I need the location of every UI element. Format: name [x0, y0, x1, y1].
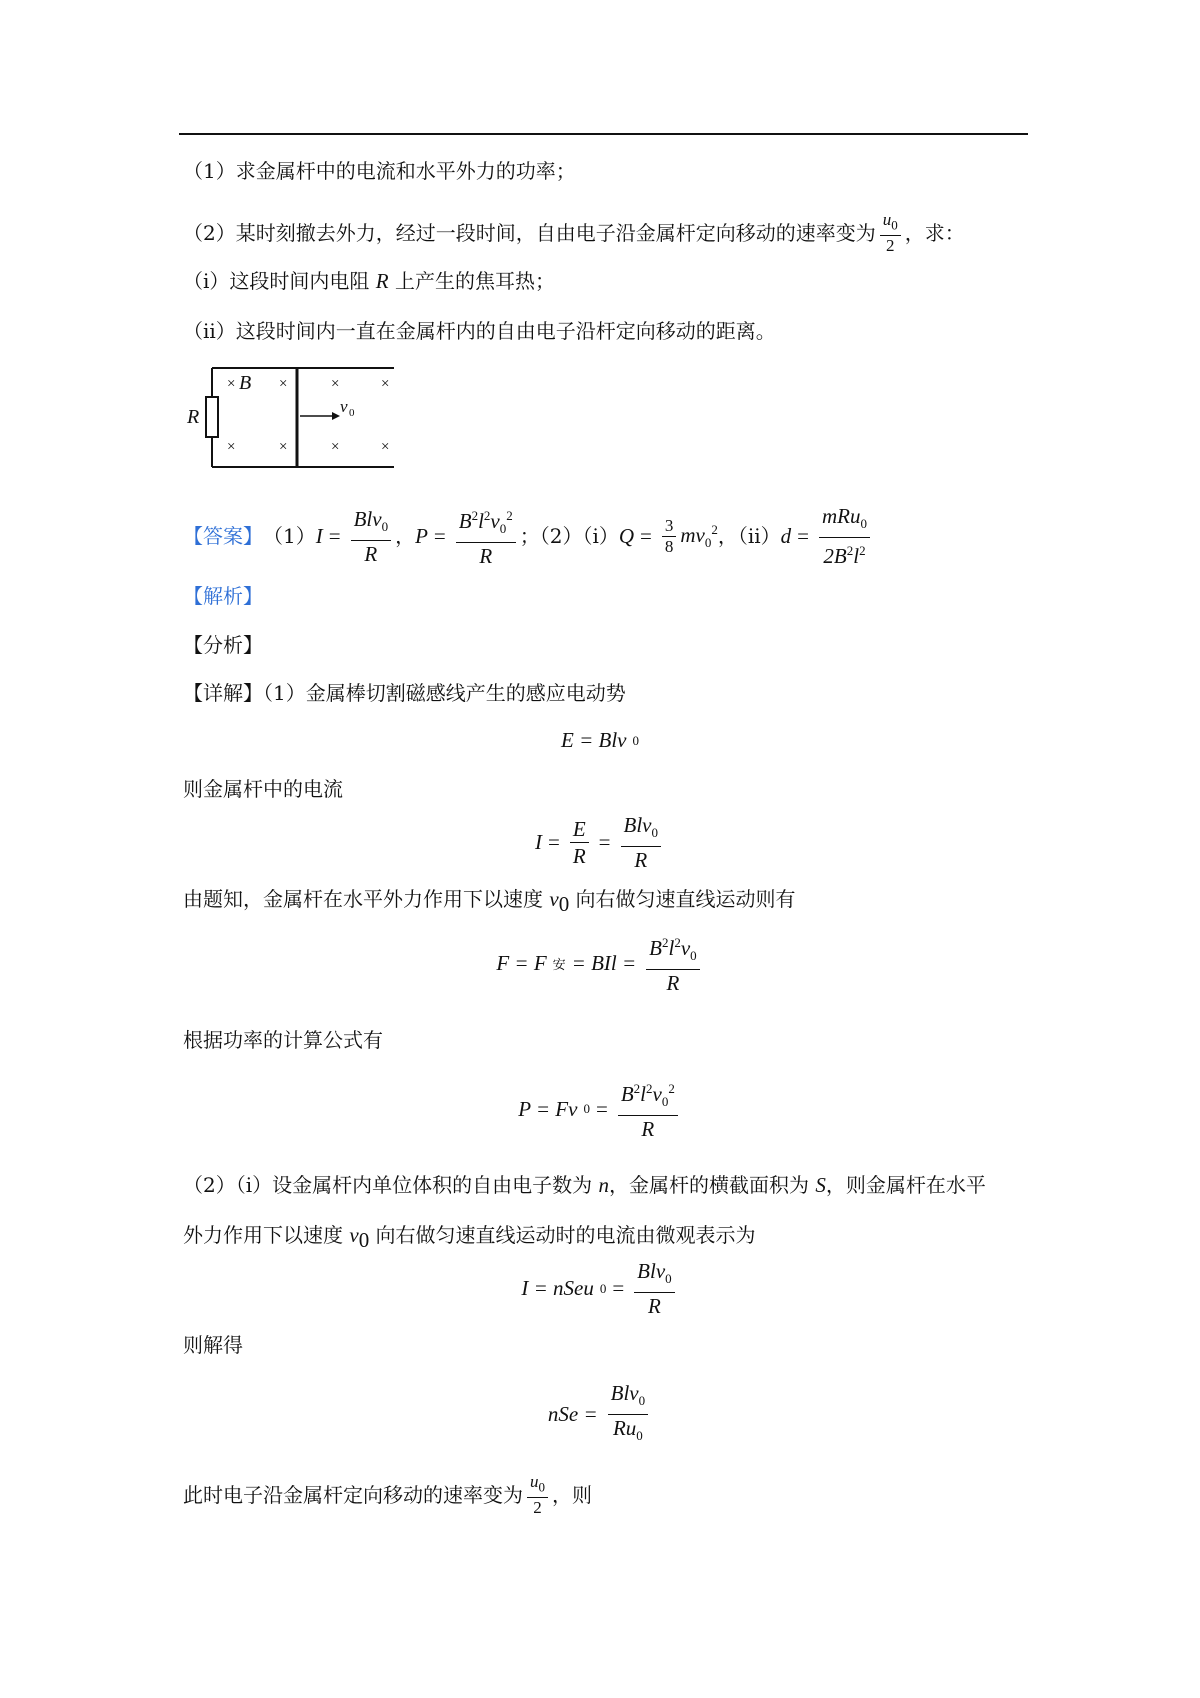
detail-line-4: 根据功率的计算公式有: [183, 1028, 383, 1052]
eq-E: E = Blv 0: [561, 728, 639, 752]
answer-tag: 【答案】: [183, 524, 263, 549]
cross-mark: ×: [279, 439, 288, 455]
fenxi-tag: 【分析】: [183, 633, 263, 657]
detail-line-6: 外力作用下以速度 $v_0$ 向右做匀速直线运动时的电流由微观表示为: [183, 1223, 756, 1252]
cross-mark: ×: [381, 439, 390, 455]
d-fraction: $\frac{mRu_0}{2B^2l^2}$: [819, 503, 870, 569]
eq-I: I = $\frac{E}{R}$ = $\frac{Blv_0}{R}$: [0, 812, 1200, 873]
cross-mark: ×: [227, 439, 236, 455]
I-fraction: $\frac{Blv_0}{R}$: [351, 506, 391, 567]
question-1: （1）求金属杆中的电流和水平外力的功率；: [183, 159, 576, 183]
cross-mark: ×: [331, 376, 340, 392]
resistor: [206, 397, 218, 437]
label-v: v: [340, 397, 348, 416]
header-rule: [179, 133, 1028, 135]
eq-I-micro: I = nSeu 0 = $\frac{Blv_0}{R}$: [0, 1258, 1200, 1319]
cross-mark: ×: [279, 376, 288, 392]
question-2: （2）某时刻撤去外力，经过一段时间，自由电子沿金属杆定向移动的速率变为 $\frac{u_0}{2}$ ，求：: [183, 210, 965, 256]
label-B: B: [239, 372, 252, 394]
P-fraction: $\frac{B^2l^2v_0^2}{R}$: [456, 503, 516, 569]
detail-line-3: 由题知，金属杆在水平外力作用下以速度 $v_0$ 向右做匀速直线运动则有: [183, 887, 796, 916]
question-2ii: （ii）这段时间内一直在金属杆内的自由电子沿杆定向移动的距离。: [183, 319, 776, 343]
detail-line-7: 则解得: [183, 1333, 243, 1357]
cross-mark: ×: [227, 376, 236, 392]
circuit-figure: [184, 364, 404, 472]
eq-P: P = Fv 0 = $\frac{B^2l^2v_0^2}{R}$: [0, 1076, 1200, 1142]
cross-mark: ×: [381, 376, 390, 392]
label-v-sub: 0: [349, 407, 355, 419]
question-2i: （i）这段时间内电阻 R 上产生的焦耳热；: [183, 269, 555, 293]
three-eighths-fraction: $\frac{3}{8}$: [662, 516, 677, 557]
label-R: R: [187, 406, 200, 428]
analysis-tag: 【解析】: [183, 584, 263, 608]
detail-line-2: 则金属杆中的电流: [183, 777, 343, 801]
detail-line-8: 此时电子沿金属杆定向移动的速率变为 $\frac{u_0}{2}$ ，则: [183, 1472, 592, 1518]
eq-nSe: nSe = $\frac{Blv_0}{Ru_0}$: [0, 1380, 1200, 1449]
detail-line-5: （2）（i）设金属杆内单位体积的自由电子数为 n，金属杆的横截面积为 S，则金属杆在水平: [183, 1173, 986, 1197]
answer-line: 【答案】 （1） I = $\frac{Blv_0}{R}$ ， P = $\frac{B^2l^2v_0^2}{R}$ ；（2）（i） Q = $\frac{3}{8}$ $mv_0^2$ ，（ii） d = $\frac{mRu_0}{2B^2l^2}$: [183, 503, 874, 569]
detail-line-1: 【详解】（1）金属棒切割磁感线产生的感应电动势: [183, 681, 626, 705]
velocity-arrow: [332, 412, 340, 420]
u0-over-2-fraction: $\frac{u_0}{2}$: [880, 210, 901, 256]
cross-mark: ×: [331, 439, 340, 455]
eq-F: F = F 安 = BIl = $\frac{B^2l^2v_0}{R}$: [0, 930, 1200, 996]
